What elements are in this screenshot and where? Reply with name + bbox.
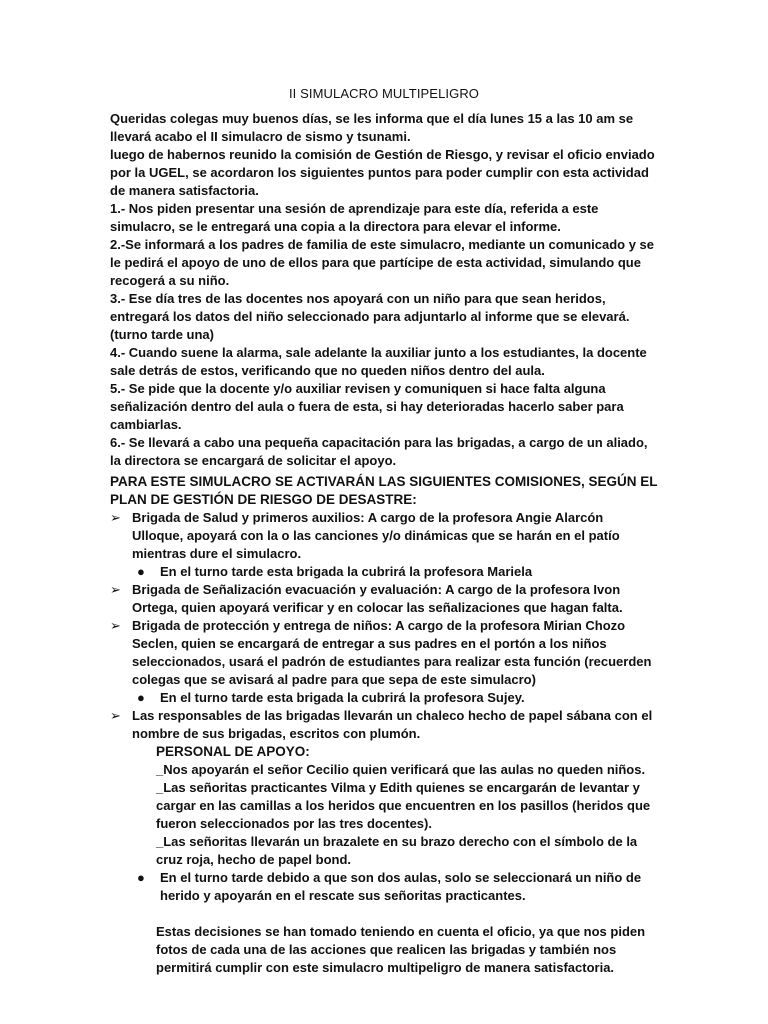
spacer bbox=[110, 905, 658, 923]
arrowhead-bullet-icon: ➢ bbox=[110, 510, 121, 525]
brigade-text: Las responsables de las brigadas llevarán un chaleco hecho de papel sábana con el nombre de sus brigadas, escritos con plumón. bbox=[132, 708, 653, 741]
brigade-text: Brigada de Salud y primeros auxilios: A cargo de la profesora Angie Alarcón Ulloque, apoyará con la o las canciones y/o dinámicas que se harán en el patío mientras dure el simulacro. bbox=[132, 510, 620, 561]
dot-bullet-icon: ● bbox=[137, 564, 145, 579]
point-item: 3.- Ese día tres de las docentes nos apoyará con un niño para que sean heridos, entregará los datos del niño seleccionado para adjuntarlo al informe que se elevará.(turno tarde una) bbox=[110, 291, 630, 342]
brigade-item bbox=[110, 509, 658, 563]
dot-bullet-icon: ● bbox=[137, 690, 145, 705]
support-heading: PERSONAL DE APOYO: bbox=[156, 744, 310, 759]
point-item: 2.-Se informará a los padres de familia de este simulacro, mediante un comunicado y se le pedirá el apoyo de uno de ellos para que partícipe de esta actividad, simulando que recogerá a su niño. bbox=[110, 237, 655, 288]
dot-bullet-icon: ● bbox=[137, 870, 145, 885]
brigade-subitem bbox=[110, 563, 658, 581]
point-item: 5.- Se pide que la docente y/o auxiliar revisen y comuniquen si hace falta alguna señalización dentro del aula o fuera de esta, si hay deterioradas hacerlo saber para cambiarlas. bbox=[110, 381, 624, 432]
intro-paragraph: Queridas colegas muy buenos días, se les informa que el día lunes 15 a las 10 am se llevará acabo el II simulacro de sismo y tsunami. bbox=[110, 111, 634, 144]
point-item: 6.- Se llevará a cabo una pequeña capacitación para las brigadas, a cargo de un aliado, la directora se encargará de solicitar el apoyo. bbox=[110, 435, 648, 468]
brigade-subtext: En el turno tarde esta brigada la cubrirá la profesora Sujey. bbox=[160, 690, 525, 705]
brigade-subtext: En el turno tarde esta brigada la cubrirá la profesora Mariela bbox=[160, 564, 533, 579]
support-bullet-item bbox=[110, 869, 658, 905]
brigade-text: Brigada de protección y entrega de niños: A cargo de la profesora Mirian Chozo Seclen, quien se encargará de entregar a sus padres en el portón a los niños seleccionados, usará el padrón de estudiantes para realizar esta función (recuerden colegas que se avisará al padre para que sepa de este simulacro) bbox=[132, 618, 652, 687]
arrowhead-bullet-icon: ➢ bbox=[110, 708, 121, 723]
brigade-subitem bbox=[110, 689, 658, 707]
support-line: _Las señoritas practicantes Vilma y Edith quienes se encargarán de levantar y cargar en las camillas a los heridos que encuentren en los pasillos (heridos que fueron seleccionados por las tres docentes). bbox=[156, 780, 651, 831]
support-line: _Las señoritas llevarán un brazalete en su brazo derecho con el símbolo de la cruz roja, hecho de papel bond. bbox=[156, 834, 638, 867]
brigade-item bbox=[110, 581, 658, 617]
arrowhead-bullet-icon: ➢ bbox=[110, 582, 121, 597]
brigade-item bbox=[110, 617, 658, 689]
support-line: _Nos apoyarán el señor Cecilio quien verificará que las aulas no queden niños. bbox=[156, 762, 646, 777]
support-staff-section bbox=[110, 743, 658, 869]
point-item: 1.- Nos piden presentar una sesión de aprendizaje para este día, referida a este simulacro, se le entregará una copia a la directora para elevar el informe. bbox=[110, 201, 599, 234]
arrowhead-bullet-icon: ➢ bbox=[110, 618, 121, 633]
document-body bbox=[110, 110, 658, 977]
document-title: II SIMULACRO MULTIPELIGRO bbox=[288, 86, 480, 101]
brigade-text: Brigada de Señalización evacuación y evaluación: A cargo de la profesora Ivon Ortega, quien apoyará verificar y en colocar las señalizaciones que hagan falta. bbox=[132, 582, 623, 615]
intro-paragraph: luego de habernos reunido la comisión de Gestión de Riesgo, y revisar el oficio enviado por la UGEL, se acordaron los siguientes puntos para poder cumplir con esta actividad de manera satisfactoria. bbox=[110, 147, 655, 198]
point-item: 4.- Cuando suene la alarma, sale adelante la auxiliar junto a los estudiantes, la docente sale detrás de estos, verificando que no queden niños dentro del aula. bbox=[110, 345, 647, 378]
support-bullet-text: En el turno tarde debido a que son dos aulas, solo se seleccionará un niño de herido y apoyarán en el rescate sus señoritas practicantes. bbox=[160, 870, 642, 903]
commissions-heading: PARA ESTE SIMULACRO SE ACTIVARÁN LAS SIGUIENTES COMISIONES, SEGÚN EL PLAN DE GESTIÓN DE RIESGO DE DESASTRE: bbox=[110, 474, 658, 507]
closing-paragraph: Estas decisiones se han tomado teniendo en cuenta el oficio, ya que nos piden fotos de cada una de las acciones que realicen las brigadas y también nos permitirá cumplir con este simulacro multipeligro de manera satisfactoria. bbox=[156, 924, 646, 975]
brigade-item bbox=[110, 707, 658, 743]
